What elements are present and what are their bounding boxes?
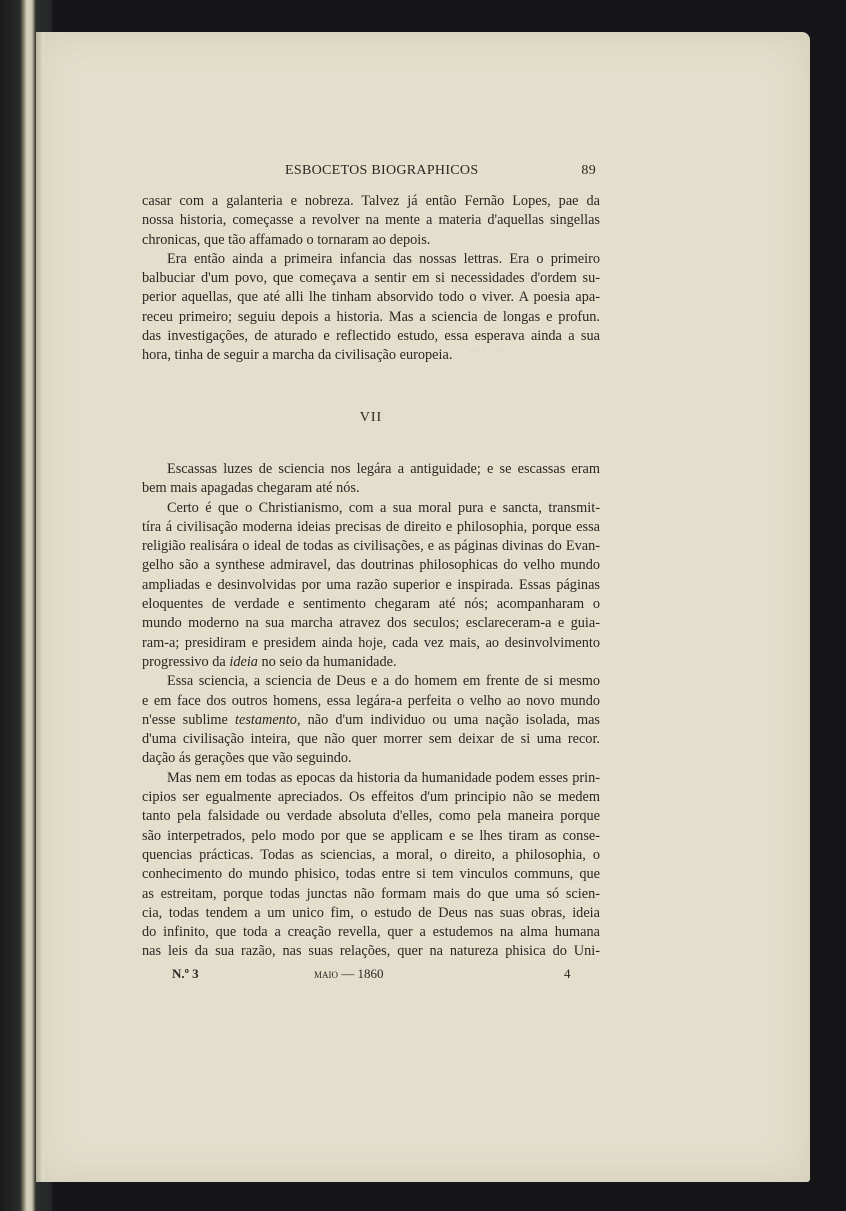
text-line: receu primeiro; seguiu depois a historia. Mas a sciencia de longas e profun. xyxy=(142,308,600,325)
text-line: das investigações, de aturado e reflectido estudo, essa esperava ainda a sua xyxy=(142,328,600,345)
issue-date: maio — 1860 xyxy=(314,966,384,981)
text-line: Certo é que o Christianismo, com a sua moral pura e sancta, transmit- xyxy=(167,499,600,516)
text-line: nas leis da sua razão, nas suas relações, quer na natureza phisica do Uni- xyxy=(142,943,600,960)
text-line: chronicas, que tão affamado o tornaram ao depois. xyxy=(142,231,431,248)
section-heading: VII xyxy=(359,410,383,425)
running-header xyxy=(285,163,600,183)
text-line: tanto pela falsidade ou verdade absoluta d'elles, como pela maneira porque xyxy=(142,808,600,825)
text-line: gelho são a synthese admiravel, das doutrinas philosophicas do velho mundo xyxy=(142,557,600,574)
text-line: as estreitam, porque todas junctas não formam mais do que uma só scien- xyxy=(142,885,600,902)
text-line: perior aquellas, que até alli lhe tinham absorvido todo o viver. A poesia apa- xyxy=(142,289,600,306)
text-line: tíra á civilisação moderna ideias precisas de direito e philosophia, porque essa xyxy=(142,518,600,535)
text-line: dação ás gerações que vão seguindo. xyxy=(142,750,352,767)
text-line: religião realisára o ideal de todas as civilisações, e as páginas divinas do Evan- xyxy=(142,538,600,555)
text-line: Essa sciencia, a sciencia de Deus e a do homem em frente de si mesmo xyxy=(167,673,600,690)
text-line: mundo moderno na sua marcha atravez dos seculos; esclareceram-a e guia- xyxy=(142,615,600,632)
text-line: casar com a galanteria e nobreza. Talvez já então Fernão Lopes, pae da xyxy=(142,193,600,209)
text-line: são interpetrados, pelo modo por que se applicam e se lhes tiram as conse- xyxy=(142,827,600,844)
text-line: e em face dos outros homens, essa legára-a perfeita o velho ao novo mundo xyxy=(142,692,600,709)
issue-number: N.º 3 xyxy=(172,966,199,981)
text-fragment: , não d'um individuo ou uma nação isolada, mas xyxy=(296,711,600,728)
page-footer xyxy=(172,966,572,986)
text-line: ram-a; presidiram e presidem ainda hoje, cada vez mais, ao desinvolvimento xyxy=(142,634,600,651)
italic-word: ideia xyxy=(229,653,258,670)
text-line: Mas nem em todas as epocas da historia da humanidade podem esses prin- xyxy=(167,769,600,786)
text-line: bem mais apagadas chegaram até nós. xyxy=(142,480,360,497)
text-fragment: n'esse sublime xyxy=(142,711,235,728)
text-line: balbuciar d'um povo, que começava a sentir em si necessidades d'ordem su- xyxy=(142,270,600,287)
text-line: cipios ser egualmente apreciados. Os effeitos d'um principio não se medem xyxy=(142,789,600,806)
text-line xyxy=(142,711,600,730)
text-line: ampliadas e desinvolvidas por uma razão superior e inspirada. Essas páginas xyxy=(142,576,600,593)
text-line: hora, tinha de seguir a marcha da civilisação europeia. xyxy=(142,347,453,364)
text-fragment: progressivo da xyxy=(142,653,230,670)
paragraph xyxy=(142,250,600,366)
italic-word: testamento xyxy=(235,711,297,728)
page-number: 89 xyxy=(581,163,596,178)
text-line: eloquentes de verdade e sentimento chegaram até nós; acompanharam o xyxy=(142,596,600,613)
paragraph xyxy=(142,192,600,250)
text-line: d'uma civilisação inteira, que não quer morrer sem deixar de si uma recor. xyxy=(142,731,600,748)
text-line: Era então ainda a primeira infancia das nossas lettras. Era o primeiro xyxy=(167,250,600,267)
bleed-through-text: . . . . . . xyxy=(470,340,506,355)
text-fragment: no seio da humanidade. xyxy=(257,653,397,670)
running-header-title: ESBOCETOS BIOGRAPHICOS xyxy=(285,163,479,178)
text-line: conhecimento do mundo phisico, todas entre si tem vinculos communs, que xyxy=(142,866,600,883)
paragraph xyxy=(142,460,600,962)
text-line xyxy=(142,653,600,672)
signature-mark: 4 xyxy=(564,966,571,981)
text-line: Escassas luzes de sciencia nos legára a antiguidade; e se escassas eram xyxy=(167,461,600,477)
text-line: nossa historia, começasse a revolver na mente a materia d'aquellas singellas xyxy=(142,212,600,229)
text-line: quencias prácticas. Todas as sciencias, a moral, o direito, a philosophia, o xyxy=(142,846,600,863)
text-line: cia, todas tendem a um unico fim, o estudo de Deus nas suas obras, ideia xyxy=(142,904,600,921)
text-line: do infinito, que toda a creação revella, quer a estudemos na alma humana xyxy=(142,924,600,941)
page-body xyxy=(142,192,600,960)
